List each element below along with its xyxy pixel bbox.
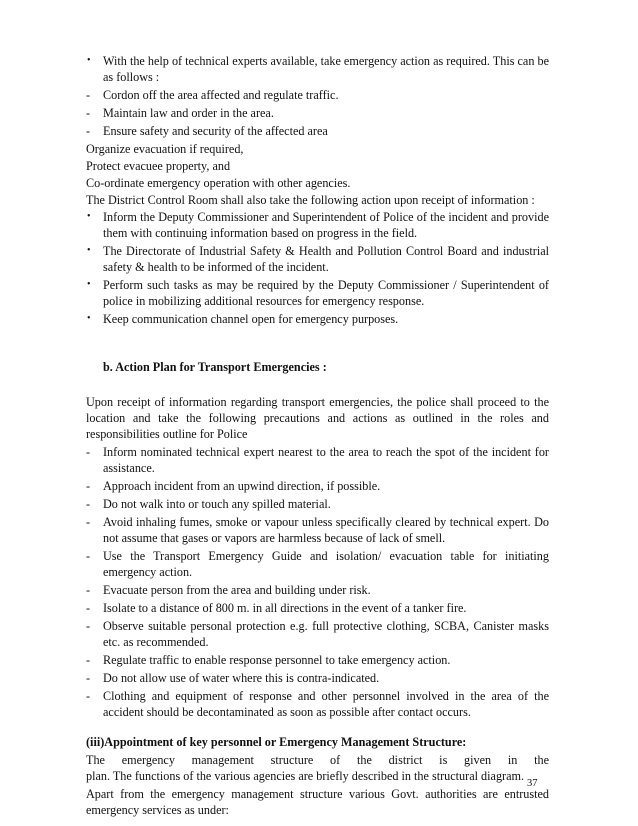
list-item: - Do not allow use of water where this is contra-indicated. [86,671,380,685]
list-item: - Clothing and equipment of response and other personnel involved in the area of the accident should be decontaminated as soon as possible after contact occurs. [86,689,549,719]
paragraph: Apart from the emergency management structure various Govt. authorities are entrusted emergency services as under: [86,787,549,817]
paragraph-line: The emergency management structure of the district is given in the [86,753,549,767]
dash-marker: - [86,515,91,529]
dash-marker: - [86,653,91,667]
list-item: • Perform such tasks as may be required by the Deputy Commissioner / Superintendent of police in mobilizing additional resources for emergency response. [87,278,549,308]
bullet-icon: • [87,279,91,290]
dash-marker: - [86,106,91,120]
bullet-icon: • [87,211,91,222]
list-item: - Do not walk into or touch any spilled material. [86,497,331,511]
dash-marker: - [86,88,91,102]
bullet-icon: • [87,313,91,324]
paragraph-line: plan. The functions of the various agencies are briefly described in the structural diagram. [86,769,525,783]
dash-marker: - [86,619,91,633]
list-item: • The Directorate of Industrial Safety & Health and Pollution Control Board and industrial safety & health to be informed of the incident. [87,244,549,274]
dash-marker: - [86,445,91,459]
list-item: - Avoid inhaling fumes, smoke or vapour unless specifically cleared by technical expert. Do not assume that gases or vapors are harmless because of lack of smell. [86,515,549,545]
bullet-icon: • [87,55,91,66]
list-item: - Evacuate person from the area and building under risk. [86,583,371,597]
dash-marker: - [86,689,91,703]
paragraph-line: Co-ordinate emergency operation with other agencies. [86,176,351,190]
list-item: - Cordon off the area affected and regulate traffic. [86,88,339,102]
section-heading: (iii)Appointment of key personnel or Emergency Management Structure: [86,735,467,749]
intro-paragraph: Upon receipt of information regarding transport emergencies, the police shall proceed to the location and take the following precautions and actions as outlined in the roles and responsibilities outline for Police [86,395,549,441]
document-page [86,53,549,820]
paragraph-line: Organize evacuation if required, [86,142,244,156]
list-item: - Regulate traffic to enable response personnel to take emergency action. [86,653,451,667]
page-number: 37 [527,778,538,789]
list-item: - Inform nominated technical expert nearest to the area to reach the spot of the incident for assistance. [86,445,549,475]
paragraph-line: Protect evacuee property, and [86,159,231,173]
list-item: - Approach incident from an upwind direction, if possible. [86,479,381,493]
dash-marker: - [86,671,91,685]
dash-marker: - [86,549,91,563]
dash-marker: - [86,124,91,138]
dash-marker: - [86,583,91,597]
list-item: • With the help of technical experts available, take emergency action as required. This can be as follows : [87,54,549,84]
list-item: - Ensure safety and security of the affected area [86,124,328,138]
dash-marker: - [86,601,91,615]
dash-marker: - [86,479,91,493]
section-heading: b. Action Plan for Transport Emergencies : [103,360,327,374]
list-item: - Isolate to a distance of 800 m. in all directions in the event of a tanker fire. [86,601,467,615]
list-item: • Keep communication channel open for emergency purposes. [87,312,399,326]
list-item: - Use the Transport Emergency Guide and isolation/ evacuation table for initiating emergency action. [86,549,549,579]
list-item: - Observe suitable personal protection e.g. full protective clothing, SCBA, Canister masks etc. as recommended. [86,619,549,649]
list-item: • Inform the Deputy Commissioner and Superintendent of Police of the incident and provide them with continuing information based on progress in the field. [87,210,549,240]
bullet-icon: • [87,245,91,256]
list-item: - Maintain law and order in the area. [86,106,274,120]
paragraph-line: The District Control Room shall also take the following action upon receipt of information : [86,193,535,207]
dash-marker: - [86,497,91,511]
